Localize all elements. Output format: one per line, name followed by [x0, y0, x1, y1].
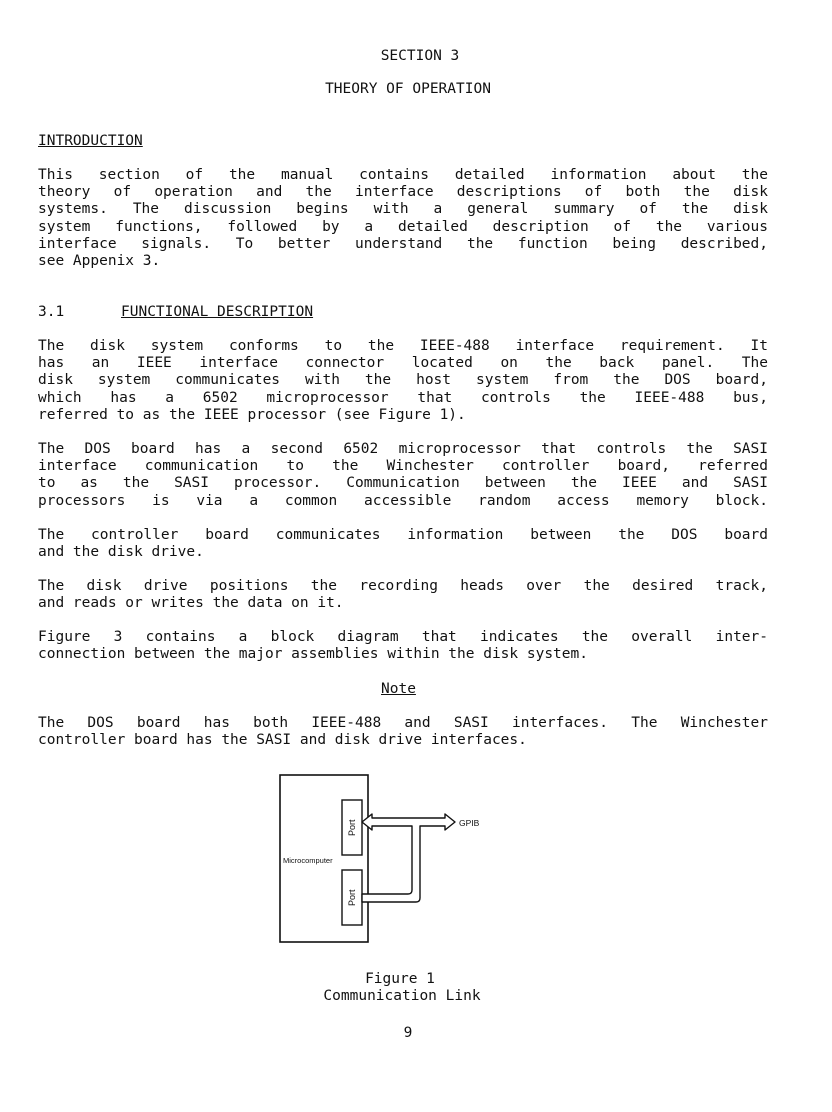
text-line: controller board has the SASI and disk drive interfaces. [38, 732, 527, 749]
text-line: which has a 6502 microprocessor that controls the IEEE-488 bus, [38, 389, 768, 406]
page-title: THEORY OF OPERATION [325, 81, 491, 97]
gpib-label: GPIB [459, 818, 480, 828]
functional-description-heading: FUNCTIONAL DESCRIPTION [121, 304, 314, 320]
text-line: has an IEEE interface connector located on the back panel. The [38, 355, 768, 372]
figure-caption-number: Figure 1 [365, 971, 435, 987]
note-paragraph [38, 715, 768, 749]
text-line: The DOS board has a second 6502 microprocessor that controls the SASI [38, 441, 768, 457]
text-line: systems. The discussion begins with a general summary of the disk [38, 201, 768, 218]
text-line: processors is via a common accessible random access memory block. [38, 492, 768, 509]
note-heading: Note [381, 681, 416, 697]
text-line: referred to as the IEEE processor (see Figure 1). [38, 406, 466, 423]
text-line: system functions, followed by a detailed description of the various [38, 218, 768, 235]
paragraph-disk-drive [38, 578, 768, 612]
port-top-label: Port [347, 819, 357, 836]
microcomputer-label: Microcomputer [283, 856, 333, 865]
text-line: to as the SASI processor. Communication between the IEEE and SASI [38, 475, 768, 492]
text-line: This section of the manual contains detailed information about the [38, 167, 768, 183]
text-line: The disk system conforms to the IEEE-488 interface requirement. It [38, 338, 768, 354]
text-line: and reads or writes the data on it. [38, 595, 344, 612]
text-line: The disk drive positions the recording heads over the desired track, [38, 578, 768, 594]
subsection-number: 3.1 [38, 304, 65, 320]
page-number: 9 [403, 1025, 413, 1041]
port-bottom-label: Port [347, 889, 357, 906]
section-number: SECTION 3 [380, 48, 460, 64]
text-line: The DOS board has both IEEE-488 and SASI interfaces. The Winchester [38, 715, 768, 731]
introduction-paragraph [38, 167, 768, 270]
paragraph-figure-reference [38, 629, 768, 663]
paragraph-controller [38, 527, 768, 561]
text-line: disk system communicates with the host system from the DOS board, [38, 372, 768, 389]
paragraph-dos-board [38, 441, 768, 510]
text-line: connection between the major assemblies within the disk system. [38, 646, 588, 663]
text-line: The controller board communicates information between the DOS board [38, 527, 768, 543]
introduction-heading: INTRODUCTION [38, 133, 143, 149]
text-line: Figure 3 contains a block diagram that indicates the overall inter- [38, 629, 768, 645]
communication-link-diagram [270, 770, 500, 950]
paragraph-interface [38, 338, 768, 424]
text-line: interface communication to the Winchester controller board, referred [38, 458, 768, 475]
text-line: interface signals. To better understand the function being described, [38, 235, 768, 252]
text-line: see Appenix 3. [38, 253, 161, 270]
text-line: and the disk drive. [38, 544, 204, 561]
gpib-bus-arrow [362, 814, 455, 902]
text-line: theory of operation and the interface descriptions of both the disk [38, 184, 768, 201]
figure-caption-title: Communication Link [323, 988, 481, 1004]
